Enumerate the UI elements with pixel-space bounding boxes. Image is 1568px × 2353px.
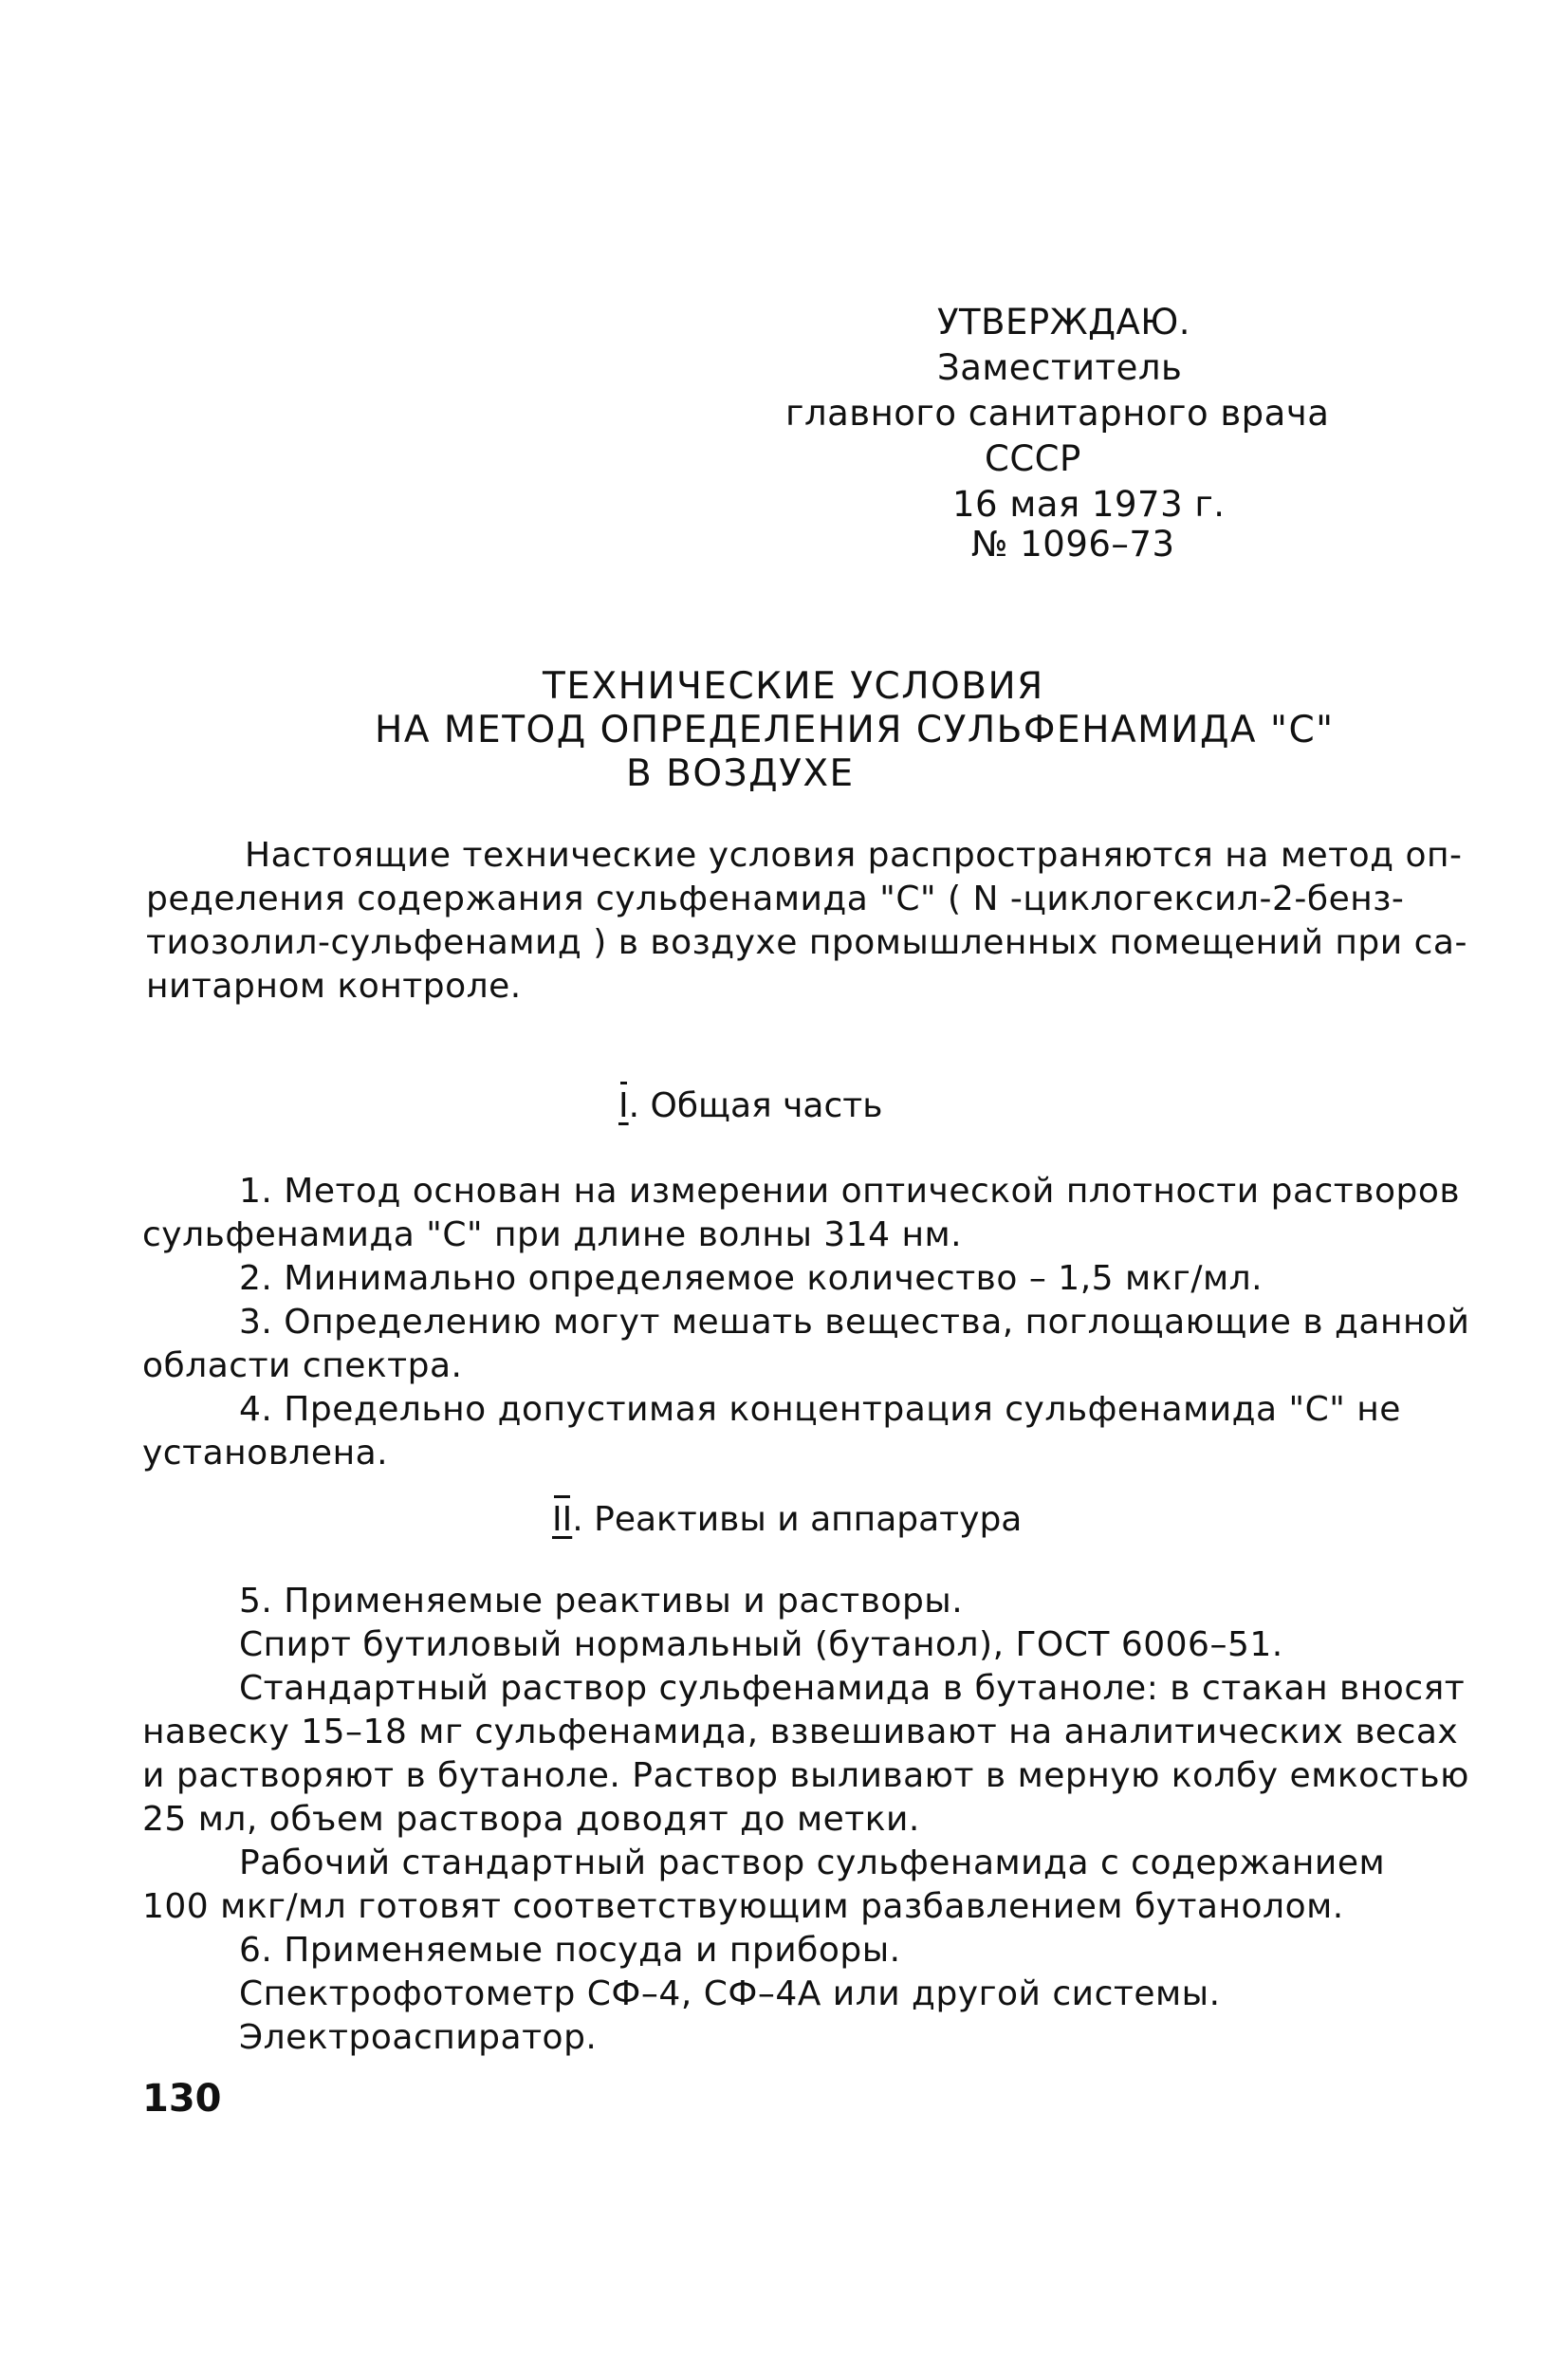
intro-line: нитарном контроле. bbox=[146, 967, 522, 1006]
approval-country: СССР bbox=[985, 438, 1081, 479]
section-2-line: 25 мл, объем раствора доводят до метки. bbox=[142, 1800, 920, 1839]
intro-line: Настоящие технические условия распространяются на метод оп- bbox=[245, 836, 1463, 875]
section-2-line: Спирт бутиловый нормальный (бутанол), ГОСТ 6006–51. bbox=[239, 1625, 1283, 1664]
section-1-line: 4. Предельно допустимая концентрация сульфенамида "С" не bbox=[239, 1390, 1401, 1429]
section-1-heading bbox=[618, 1085, 882, 1127]
approval-position: Заместитель bbox=[937, 347, 1183, 388]
section-1-line: 2. Минимально определяемое количество – 1,5 мкг/мл. bbox=[239, 1259, 1264, 1298]
section-1-line: области спектра. bbox=[142, 1346, 463, 1385]
approval-heading: УТВЕРЖДАЮ. bbox=[937, 302, 1190, 343]
section-2-line: 6. Применяемые посуда и приборы. bbox=[239, 1931, 901, 1970]
section-1-line: сульфенамида "С" при длине волны 314 нм. bbox=[142, 1215, 963, 1254]
section-2-line: Рабочий стандартный раствор сульфенамида с содержанием bbox=[239, 1843, 1386, 1882]
section-2-line: 100 мкг/мл готовят соответствующим разбавлением бутанолом. bbox=[142, 1887, 1344, 1926]
section-1-numeral: I bbox=[618, 1086, 629, 1125]
section-2-numeral: II bbox=[552, 1500, 573, 1539]
section-2-line: 5. Применяемые реактивы и растворы. bbox=[239, 1582, 964, 1621]
title-line-2: НА МЕТОД ОПРЕДЕЛЕНИЯ СУЛЬФЕНАМИДА "С" bbox=[375, 709, 1335, 751]
section-2-line: Электроаспиратор. bbox=[239, 2018, 598, 2057]
section-2-line: навеску 15–18 мг сульфенамида, взвешивают на аналитических весах bbox=[142, 1713, 1459, 1751]
section-2-line: и растворяют в бутаноле. Раствор выливают в мерную колбу емкостью bbox=[142, 1756, 1469, 1795]
section-1-line: установлена. bbox=[142, 1434, 389, 1473]
intro-line: ределения содержания сульфенамида "С" ( N -циклогексил-2-бенз- bbox=[146, 880, 1405, 918]
title-line-3: В ВОЗДУХЕ bbox=[626, 752, 855, 795]
section-1-line: 1. Метод основан на измерении оптической плотности растворов bbox=[239, 1172, 1461, 1211]
section-2-line: Спектрофотометр СФ–4, СФ–4А или другой системы. bbox=[239, 1974, 1221, 2013]
section-1-line: 3. Определению могут мешать вещества, поглощающие в данной bbox=[239, 1303, 1470, 1342]
section-2-line: Стандартный раствор сульфенамида в бутаноле: в стакан вносят bbox=[239, 1669, 1466, 1708]
approval-position-detail: главного санитарного врача bbox=[785, 393, 1330, 434]
intro-line: тиозолил-сульфенамид ) в воздухе промышленных помещений при са- bbox=[146, 923, 1467, 962]
approval-date: 16 мая 1973 г. bbox=[952, 484, 1226, 525]
page-number: 130 bbox=[142, 2077, 222, 2121]
title-line-1: ТЕХНИЧЕСКИЕ УСЛОВИЯ bbox=[543, 665, 1044, 708]
section-2-title: . Реактивы и аппаратура bbox=[572, 1500, 1023, 1539]
approval-number: № 1096–73 bbox=[971, 524, 1175, 565]
section-1-title: . Общая часть bbox=[628, 1086, 883, 1125]
section-2-heading bbox=[552, 1499, 1022, 1541]
